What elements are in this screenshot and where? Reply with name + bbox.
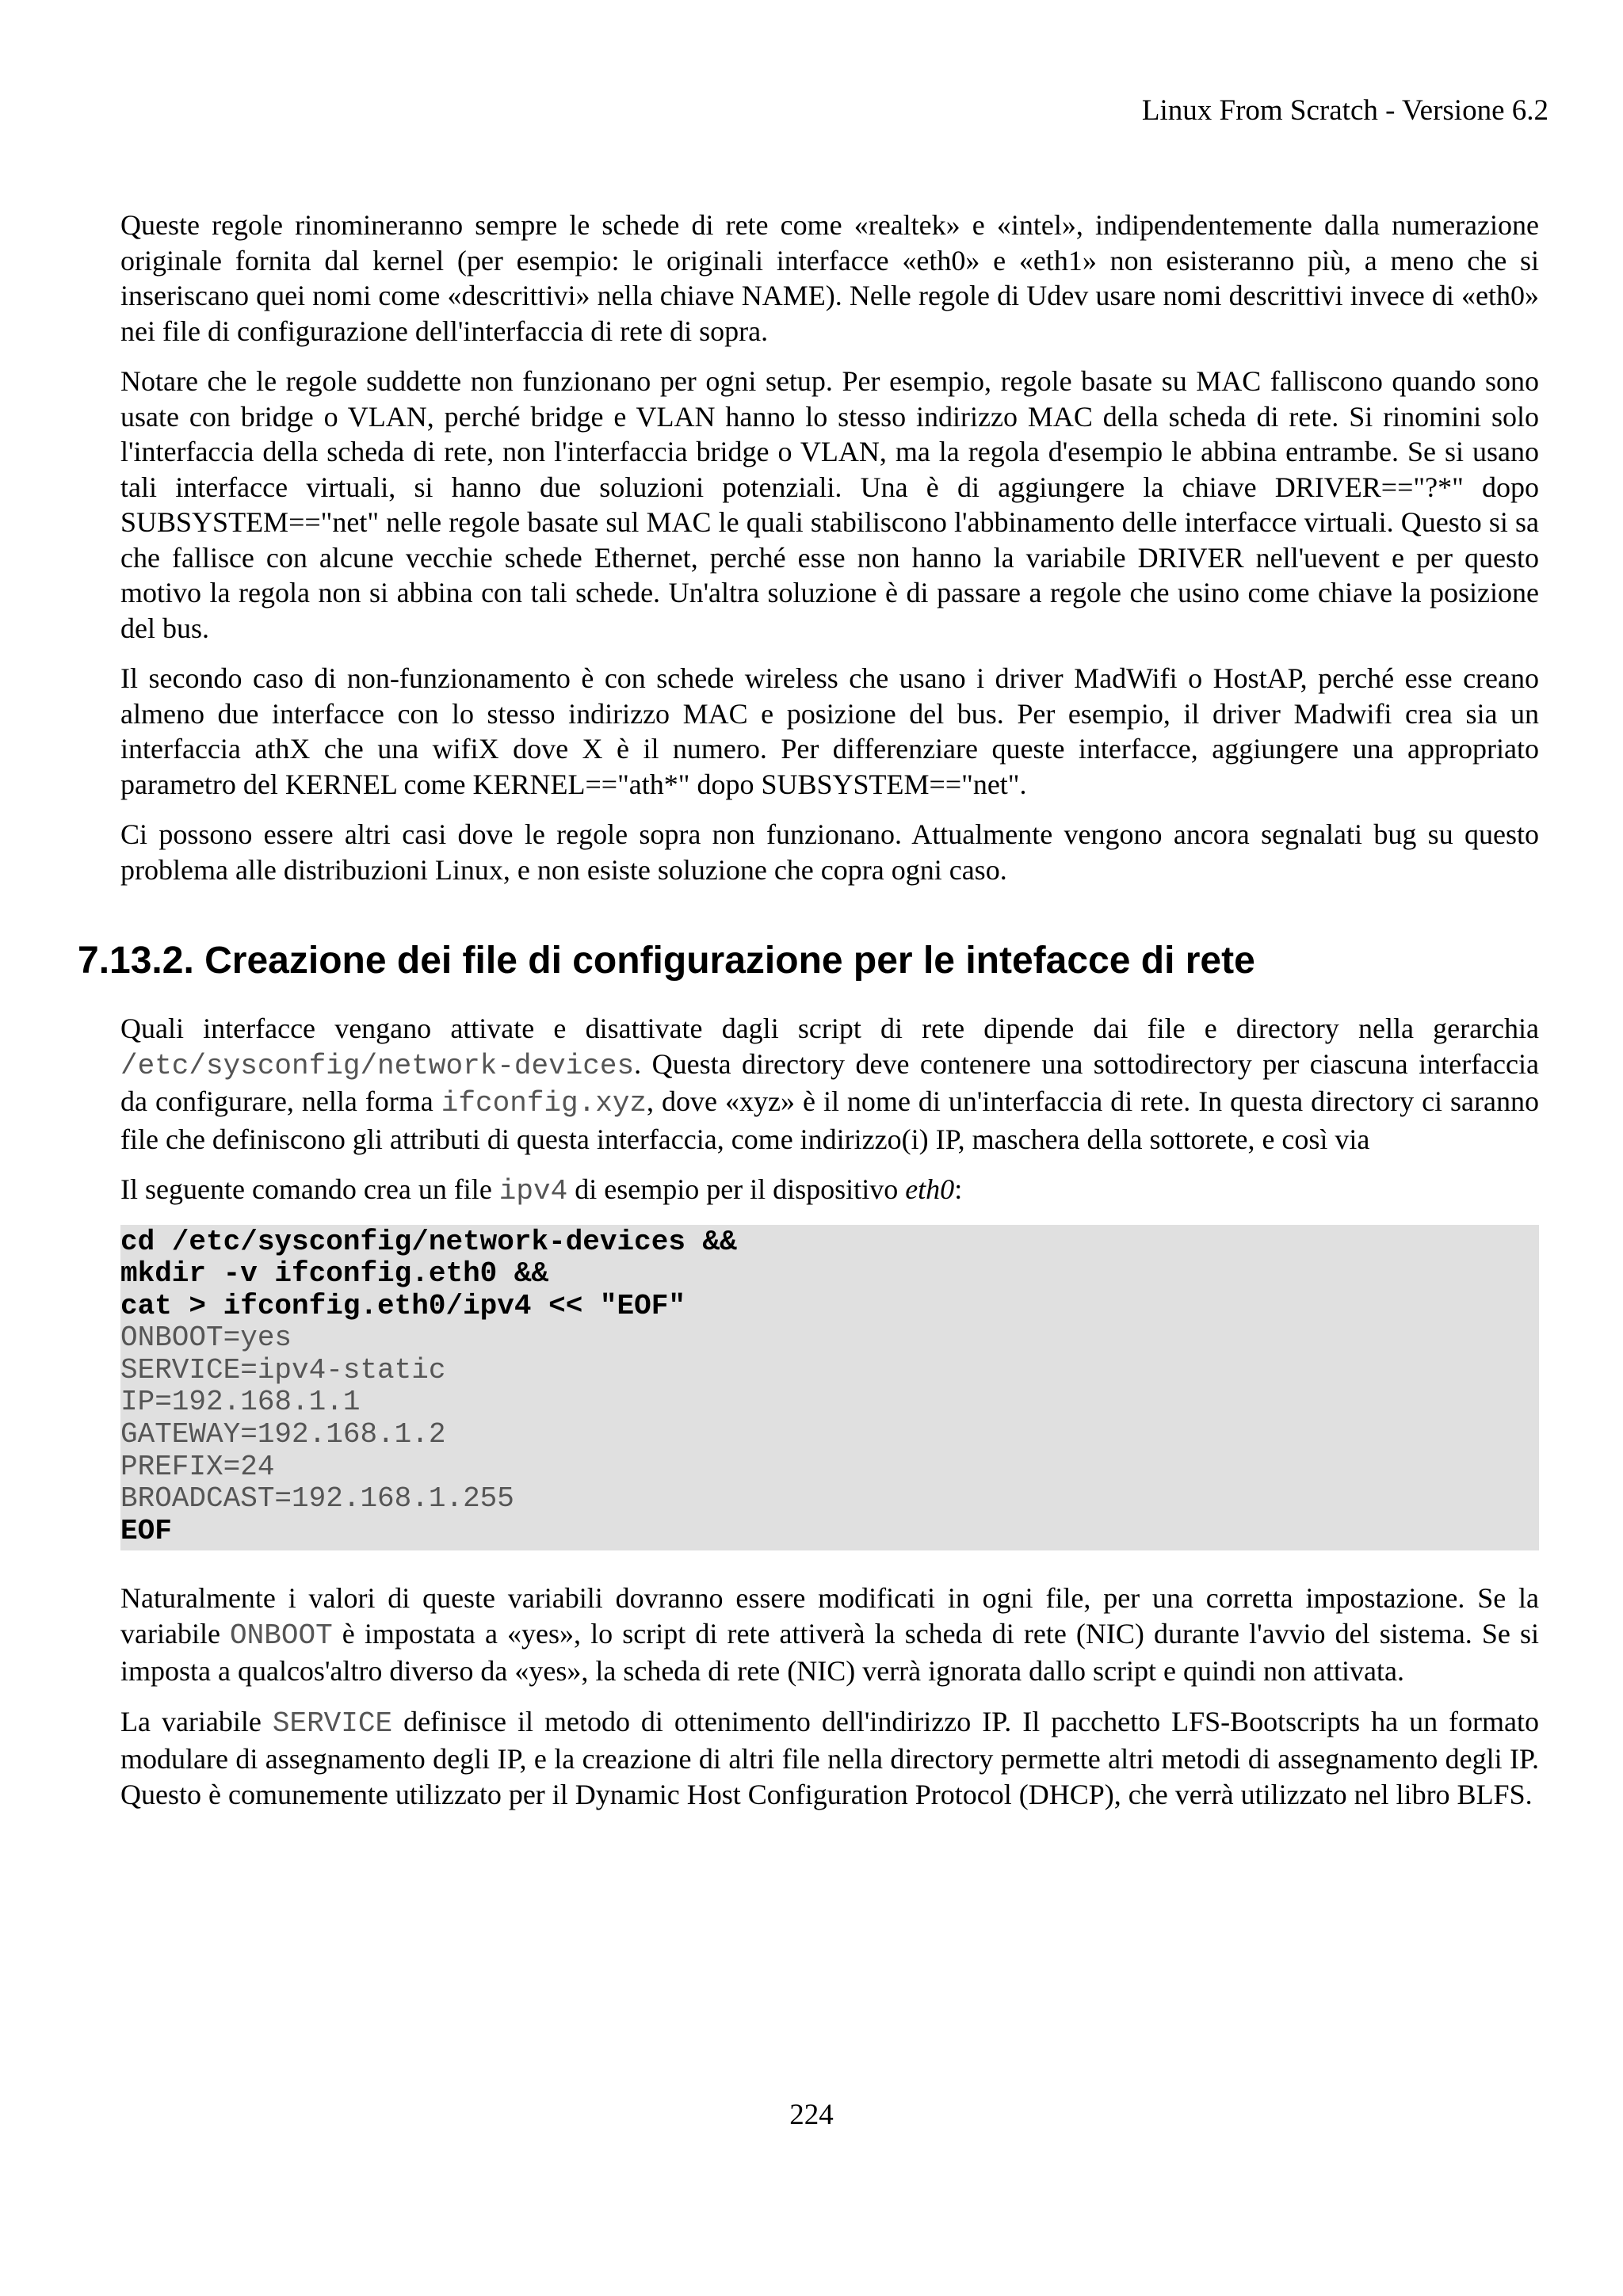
text: : — [954, 1173, 963, 1205]
code-output-line: SERVICE=ipv4-static — [120, 1353, 446, 1386]
text: è impostata a «yes», lo script di rete attiverà la scheda di rete (NIC) durante l'avvio del sistema. Se si imposta a qualcos'altro diverso da «yes», la scheda di rete (NIC) verrà ignorata dallo script e quindi non attivata. — [120, 1617, 1539, 1688]
inline-code: ipv4 — [498, 1175, 568, 1207]
running-header: Linux From Scratch - Versione 6.2 — [1141, 94, 1549, 127]
paragraph: Il secondo caso di non-funzionamento è con schede wireless che usano i driver MadWifi o HostAP, perché esse creano almeno due interfacce con lo stesso indirizzo MAC e posizione del bus. Per esempio, il driver Madwifi crea sia un interfaccia athX che una wifiX dove X è il numero. Per differenziare queste interfacce, aggiungere una appropriato parametro del KERNEL come KERNEL=="ath*" dopo SUBSYSTEM=="net". — [120, 662, 1539, 800]
paragraph: Notare che le regole suddette non funzionano per ogni setup. Per esempio, regole basate su MAC falliscono quando sono usate con bridge o VLAN, perché bridge e VLAN hanno lo stesso indirizzo MAC della scheda di rete. Si rinomini solo l'interfaccia della scheda di rete, non l'interfaccia bridge o VLAN, ma la regola d'esempio le abbina entrambe. Se si usano tali interfacce virtuali, si hanno due soluzioni potenziali. Una è di aggiungere la chiave DRIVER=="?*" dopo SUBSYSTEM=="net" nelle regole basate sul MAC le quali stabiliscono l'abbinamento delle interfacce virtuali. Questo si sa che fallisce con alcune vecchie schede Ethernet, perché esse non hanno la variabile DRIVER nell'uevent e per questo motivo la regola non si abbina con tali schede. Un'altra soluzione è di passare a regole che usino come chiave la posizione del bus. — [120, 365, 1539, 644]
text: Il seguente comando crea un file — [120, 1173, 499, 1205]
body-text-top — [120, 208, 1539, 902]
body-text-section — [120, 1011, 1539, 1827]
paragraph — [120, 1581, 1539, 1689]
paragraph: Ci possono essere altri casi dove le regole sopra non funzionano. Attualmente vengono ancora segnalati bug su questo problema alle distribuzioni Linux, e non esiste soluzione che copra ogni caso. — [120, 818, 1539, 886]
text: Naturalmente i valori di queste variabili dovranno essere modificati in ogni file, per una corretta impostazione. Se la variabile — [120, 1582, 1539, 1650]
emphasis: eth0 — [905, 1173, 955, 1205]
paragraph — [120, 1172, 1539, 1210]
code-command-line: cat > ifconfig.eth0/ipv4 << "EOF" — [120, 1289, 685, 1322]
text: di esempio per il dispositivo — [567, 1173, 906, 1205]
paragraph — [120, 1704, 1539, 1813]
text: . Questa directory deve contenere una sottodirectory per ciascuna interfaccia da configurare, nella forma — [120, 1047, 1539, 1117]
code-output-line: IP=192.168.1.1 — [120, 1386, 361, 1419]
code-output-line: ONBOOT=yes — [120, 1322, 292, 1355]
text: , dove «xyz» è il nome di un'interfaccia di rete. In questa directory ci saranno file che definiscono gli attributi di questa interfaccia, come indirizzo(i) IP, maschera della sottorete, e così via — [120, 1085, 1539, 1155]
text: definisce il metodo di ottenimento dell'indirizzo IP. Il pacchetto LFS-Bootscripts ha un formato modulare di assegnamento degli IP, e la creazione di altri file nella directory permette altri metodi di assegnamento degli IP. Questo è comunemente utilizzato per il Dynamic Host Configuration Protocol (DHCP), che verrà utilizzato nel libro BLFS. — [120, 1705, 1539, 1810]
inline-code: SERVICE — [272, 1707, 393, 1740]
inline-code: ONBOOT — [230, 1619, 333, 1652]
section-heading: 7.13.2. Creazione dei file di configurazione per le intefacce di rete — [78, 940, 1255, 982]
code-command-line: EOF — [120, 1514, 172, 1547]
inline-code: ifconfig.xyz — [441, 1087, 647, 1119]
code-command-line: mkdir -v ifconfig.eth0 && — [120, 1257, 549, 1291]
text: La variabile — [120, 1705, 273, 1737]
code-output-line: GATEWAY=192.168.1.2 — [120, 1418, 446, 1451]
paragraph: Queste regole rinomineranno sempre le schede di rete come «realtek» e «intel», indipendentemente dalla numerazione originale fornita dal kernel (per esempio: le originali interfacce «eth0» e «eth1» non esisteranno più, a meno che si inseriscano quei nomi come «descrittivi» nella chiave NAME). Nelle regole di Udev usare nomi descrittivi invece di «eth0» nei file di configurazione dell'interfaccia di rete di sopra. — [120, 209, 1539, 347]
paragraph — [120, 1011, 1539, 1157]
code-output-line: PREFIX=24 — [120, 1450, 275, 1483]
code-command-line: cd /etc/sysconfig/network-devices && — [120, 1225, 737, 1258]
inline-code: /etc/sysconfig/network-devices — [120, 1049, 635, 1082]
text: Quali interfacce vengano attivate e disattivate dagli script di rete dipende dai file e directory nella gerarchia — [120, 1013, 1539, 1044]
code-block — [120, 1225, 1539, 1551]
page-number: 224 — [789, 2099, 834, 2131]
code-output-line: BROADCAST=192.168.1.255 — [120, 1482, 514, 1516]
